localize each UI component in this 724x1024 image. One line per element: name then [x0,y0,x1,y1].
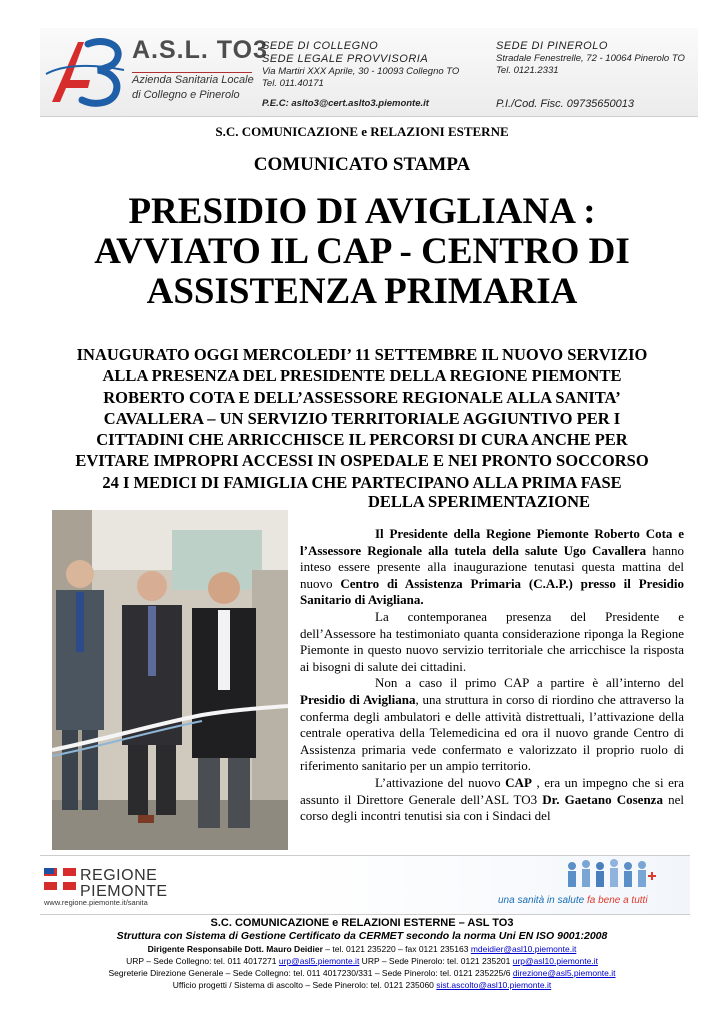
collegno-block [262,40,482,90]
footer-manager: Dirigente Responsabile Dott. Mauro Deidier [147,944,323,954]
footer-certification: Struttura con Sistema di Gestione Certificato da CERMET secondo la norma Uni EN ISO 9001:2008 [116,930,608,942]
article-body [300,526,684,825]
email-link[interactable]: urp@asl10.piemonte.it [512,956,598,966]
pec-address: P.E.C: aslto3@cert.aslto3.piemonte.it [262,98,429,109]
region-name-line2: PIEMONTE [80,883,168,900]
collegno-tel: Tel. 011.40171 [262,78,324,89]
pinerolo-block [496,40,696,77]
footer-text: URP – Sede Collegno: tel. 011 4017271 [126,956,279,966]
title-line: PRESIDIO DI AVIGLIANA : [128,191,596,232]
title-line: AVVIATO IL CAP - CENTRO DI [94,231,630,272]
subtitle-line: EVITARE IMPROPRI ACCESSI IN OSPEDALE E NEI PRONTO SOCCORSO [75,451,649,471]
email-link[interactable]: mdeidier@asl10.piemonte.it [470,944,577,954]
region-name-line1: REGIONE [80,867,158,884]
footer-text: Ufficio progetti / Sistema di ascolto – Sede Pinerolo: tel. 0121 235060 [172,980,437,990]
asl-logo-icon [44,34,126,110]
footer-banner [40,855,690,915]
legal-seat-label: SEDE LEGALE PROVVISORIA [262,53,429,65]
campaign-slogan [498,895,648,906]
org-name-line1: Azienda Sanitaria Locale [132,74,254,86]
pinerolo-tel: Tel. 0121.2331 [496,65,559,76]
email-link[interactable]: sist.ascolto@asl10.piemonte.it [436,980,552,990]
footer-contact-line [0,956,724,966]
org-name-line2: di Collegno e Pinerolo [132,89,240,101]
collegno-label: SEDE DI COLLEGNO [262,40,379,52]
page-title [20,192,704,312]
org-short-name: A.S.L. TO3 [132,36,268,64]
bold-span: Presidio di Avigliana [300,691,416,707]
region-url[interactable]: www.regione.piemonte.it/sanita [44,898,148,907]
pinerolo-address: Stradale Fenestrelle, 72 - 10064 Pinerolo TO [496,53,685,64]
footer-contact-line [0,980,724,990]
subtitle-line: CITTADINI CHE ARRICCHISCE IL PERCORSI DI CURA ANCHE PER [96,430,628,450]
text-span: L’attivazione del nuovo [375,774,506,790]
subtitle [30,344,694,493]
subtitle-last-line: DELLA SPERIMENTAZIONE [368,492,591,511]
bold-span: CAP [505,774,532,790]
text-span: nel corso degli incontri tenutisi sia con i Sindaci del [300,791,684,824]
paragraph [300,675,684,775]
paragraph: La contemporanea presenza del Presidente e dell’Assessore ha testimoniato quanta considerazione riponga la Regione Piemonte in questo nuovo servizio territoriale che arricchisce la risposta ai bisogni di salute dei cittadini. [300,608,684,674]
subtitle-line: ALLA PRESENZA DEL PRESIDENTE DELLA REGIONE PIEMONTE [102,366,622,386]
inauguration-photo [52,510,288,850]
footer-contact-line [0,944,724,954]
email-link[interactable]: direzione@asl5.piemonte.it [512,968,616,978]
pinerolo-label: SEDE DI PINEROLO [496,40,608,52]
slogan-highlight: fa bene a tutti [586,895,648,906]
letterhead [40,28,698,117]
document-type: COMUNICATO STAMPA [253,154,471,175]
footer-text: Segreterie Direzione Generale – Sede Collegno: tel. 011 4017230/331 – Sede Pinerolo: tel. 0121 235225/6 [108,968,513,978]
subtitle-line: 24 I MEDICI DI FAMIGLIA CHE PARTECIPANO ALLA PRIMA FASE [102,472,622,492]
text-span: , era un impegno che si era assunto il Direttore Generale dell’ASL TO3 [300,774,684,807]
bold-span: Il Presidente della Regione Piemonte Roberto Cota e l’Assessore Regionale alla tutela della salute Ugo Cavallera [300,526,684,558]
bold-span: Centro di Assistenza Primaria (C.A.P.) presso il Presidio Sanitario di Avigliana. [300,575,684,608]
email-link[interactable]: urp@asl5.piemonte.it [278,956,360,966]
regione-piemonte-flag-icon [44,868,76,890]
footer-text: – tel. 0121 235220 – fax 0121 235163 [322,944,471,954]
collegno-address: Via Martiri XXX Aprile, 30 - 10093 Collegno TO [262,66,460,77]
text-span: hanno inteso essere presente alla inaugurazione tenutasi questa mattina del nuovo [300,542,684,591]
paragraph [300,526,684,609]
footer-text: URP – Sede Pinerolo: tel. 0121 235201 [359,956,513,966]
footer-contact-line [0,968,724,978]
people-group-icon [560,858,660,892]
text-span: , una struttura in corso di riordino che attraverso la conferma degli ambulatori e delle attività distrettuali, l’attivazione della centrale operativa della Telemedicina ed ora il nuovo grande Centro di Assistenza primaria vede confermato e valorizzato il proprio ruolo di riferimento sanitario per un ampio territorio. [300,691,684,774]
slogan-part: una sanità in salute [498,895,587,906]
subtitle-line: ROBERTO COTA E DELL’ASSESSORE REGIONALE ALLA SANITA’ [103,387,621,407]
subtitle-line: CAVALLERA – UN SERVIZIO TERRITORIALE AGGIUNTIVO PER I [103,408,621,428]
footer-department: S.C. COMUNICAZIONE e RELAZIONI ESTERNE – ASL TO3 [210,917,514,929]
subtitle-line: INAUGURATO OGGI MERCOLEDI’ 11 SETTEMBRE IL NUOVO SERVIZIO [76,345,648,364]
title-line: ASSISTENZA PRIMARIA [146,271,578,312]
department-heading: S.C. COMUNICAZIONE e RELAZIONI ESTERNE [215,124,509,139]
bold-span: Dr. Gaetano Cosenza [542,791,663,807]
text-span: Non a caso il primo CAP a partire è all’interno del [375,675,684,691]
paragraph [300,775,684,825]
vat-number: P.I./Cod. Fisc. 09735650013 [496,98,635,110]
logo-divider [132,72,252,73]
